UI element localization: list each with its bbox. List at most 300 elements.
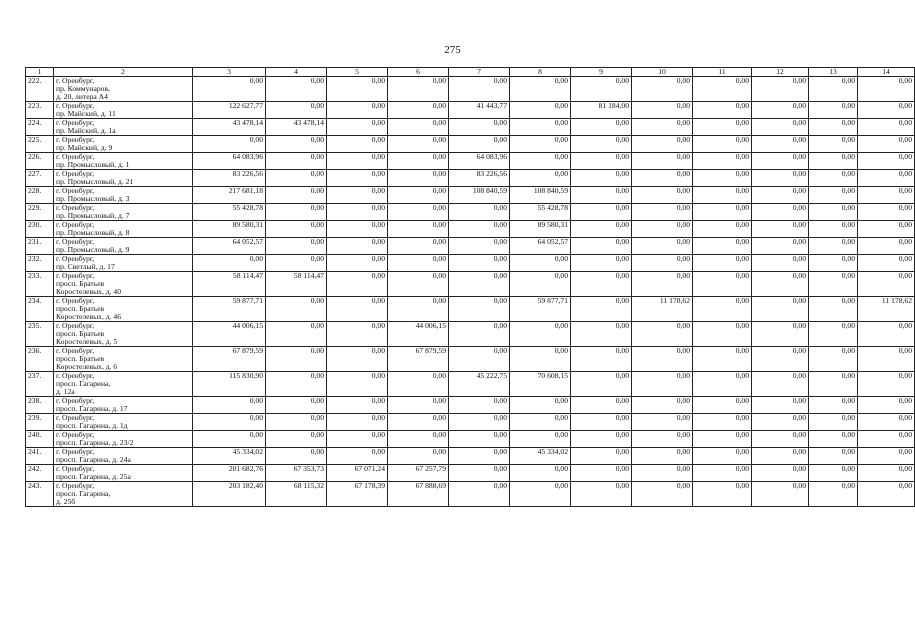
amount-cell: 0,00 <box>388 204 449 221</box>
column-number-cell: 10 <box>632 68 693 77</box>
amount-cell: 0,00 <box>266 170 327 187</box>
amount-cell: 0,00 <box>693 431 752 448</box>
amount-cell: 0,00 <box>571 482 632 507</box>
amount-cell: 0,00 <box>809 347 858 372</box>
amount-cell: 0,00 <box>809 322 858 347</box>
amount-cell: 0,00 <box>449 448 510 465</box>
amount-cell: 0,00 <box>632 465 693 482</box>
amount-cell: 0,00 <box>449 136 510 153</box>
amount-cell: 0,00 <box>632 414 693 431</box>
amount-cell: 0,00 <box>632 372 693 397</box>
column-number-cell: 2 <box>54 68 193 77</box>
amount-cell: 0,00 <box>388 153 449 170</box>
row-number-cell: 222. <box>26 77 54 102</box>
amount-cell: 0,00 <box>327 204 388 221</box>
amount-cell: 0,00 <box>809 119 858 136</box>
amount-cell: 0,00 <box>752 119 809 136</box>
amount-cell: 58 114,47 <box>266 272 327 297</box>
amount-cell: 0,00 <box>809 431 858 448</box>
table-row <box>26 153 915 170</box>
amount-cell: 0,00 <box>809 414 858 431</box>
row-number-cell: 223. <box>26 102 54 119</box>
amount-cell: 0,00 <box>809 297 858 322</box>
amount-cell: 0,00 <box>571 187 632 204</box>
amount-cell: 0,00 <box>693 482 752 507</box>
table-row <box>26 136 915 153</box>
amount-cell: 64 083,96 <box>193 153 266 170</box>
amount-cell: 83 226,56 <box>449 170 510 187</box>
amount-cell: 0,00 <box>510 397 571 414</box>
address-cell: г. Оренбург, просп. Братьев Коростелевых, д. 5 <box>54 322 193 347</box>
amount-cell: 0,00 <box>266 448 327 465</box>
address-cell: г. Оренбург, просп. Гагарина, д. 23/2 <box>54 431 193 448</box>
amount-cell: 0,00 <box>266 77 327 102</box>
address-cell: г. Оренбург, просп. Братьев Коростелевых, д. 40 <box>54 272 193 297</box>
amount-cell: 0,00 <box>858 414 915 431</box>
column-number-cell: 1 <box>26 68 54 77</box>
row-number-cell: 241. <box>26 448 54 465</box>
amount-cell: 68 115,32 <box>266 482 327 507</box>
address-cell: г. Оренбург, пр. Майский, д. 9 <box>54 136 193 153</box>
amount-cell: 67 071,24 <box>327 465 388 482</box>
amount-cell: 11 178,62 <box>858 297 915 322</box>
amount-cell: 0,00 <box>571 153 632 170</box>
amount-cell: 0,00 <box>388 448 449 465</box>
amount-cell: 81 184,00 <box>571 102 632 119</box>
amount-cell: 0,00 <box>388 431 449 448</box>
amount-cell: 0,00 <box>327 272 388 297</box>
amount-cell: 55 428,78 <box>510 204 571 221</box>
table-row <box>26 238 915 255</box>
amount-cell: 0,00 <box>632 255 693 272</box>
amount-cell: 0,00 <box>858 322 915 347</box>
amount-cell: 0,00 <box>571 347 632 372</box>
table-row <box>26 431 915 448</box>
amount-cell: 0,00 <box>693 77 752 102</box>
amount-cell: 0,00 <box>632 77 693 102</box>
amount-cell: 45 222,75 <box>449 372 510 397</box>
amount-cell: 0,00 <box>571 119 632 136</box>
amount-cell: 0,00 <box>693 119 752 136</box>
amount-cell: 67 178,39 <box>327 482 388 507</box>
amount-cell: 0,00 <box>327 77 388 102</box>
column-number-cell: 5 <box>327 68 388 77</box>
amount-cell: 0,00 <box>388 136 449 153</box>
amount-cell: 11 178,62 <box>632 297 693 322</box>
amount-cell: 0,00 <box>632 136 693 153</box>
amount-cell: 0,00 <box>266 372 327 397</box>
amount-cell: 83 226,56 <box>193 170 266 187</box>
amount-cell: 0,00 <box>266 414 327 431</box>
address-cell: г. Оренбург, пр. Промысловый, д. 21 <box>54 170 193 187</box>
address-cell: г. Оренбург, просп. Гагарина, д. 25б <box>54 482 193 507</box>
amount-cell: 0,00 <box>327 255 388 272</box>
amount-cell: 0,00 <box>752 170 809 187</box>
table-row <box>26 482 915 507</box>
amount-cell: 0,00 <box>858 136 915 153</box>
amount-cell: 44 006,15 <box>193 322 266 347</box>
amount-cell: 0,00 <box>809 102 858 119</box>
amount-cell: 0,00 <box>858 482 915 507</box>
row-number-cell: 226. <box>26 153 54 170</box>
amount-cell: 0,00 <box>693 187 752 204</box>
table-row <box>26 272 915 297</box>
table-row <box>26 204 915 221</box>
column-number-cell: 12 <box>752 68 809 77</box>
amount-cell: 0,00 <box>693 221 752 238</box>
amount-cell: 0,00 <box>632 272 693 297</box>
address-cell: г. Оренбург, пр. Промысловый, д. 1 <box>54 153 193 170</box>
amount-cell: 0,00 <box>752 465 809 482</box>
amount-cell: 0,00 <box>752 272 809 297</box>
address-cell: г. Оренбург, пр. Промысловый, д. 9 <box>54 238 193 255</box>
amount-cell: 0,00 <box>632 482 693 507</box>
amount-cell: 0,00 <box>858 187 915 204</box>
amount-cell: 0,00 <box>266 322 327 347</box>
amount-cell: 0,00 <box>752 322 809 347</box>
amount-cell: 0,00 <box>388 272 449 297</box>
amount-cell: 0,00 <box>510 102 571 119</box>
amount-cell: 0,00 <box>632 153 693 170</box>
row-number-cell: 224. <box>26 119 54 136</box>
amount-cell: 0,00 <box>449 347 510 372</box>
address-cell: г. Оренбург, просп. Братьев Коростелевых, д. 46 <box>54 297 193 322</box>
row-number-cell: 230. <box>26 221 54 238</box>
amount-cell: 203 182,40 <box>193 482 266 507</box>
amount-cell: 0,00 <box>510 153 571 170</box>
table-row <box>26 347 915 372</box>
row-number-cell: 235. <box>26 322 54 347</box>
amount-cell: 0,00 <box>449 272 510 297</box>
amount-cell: 0,00 <box>327 238 388 255</box>
amount-cell: 0,00 <box>693 255 752 272</box>
amount-cell: 0,00 <box>510 482 571 507</box>
amount-cell: 0,00 <box>571 170 632 187</box>
amount-cell: 0,00 <box>693 238 752 255</box>
amount-cell: 0,00 <box>388 221 449 238</box>
amount-cell: 0,00 <box>327 187 388 204</box>
amount-cell: 0,00 <box>809 448 858 465</box>
amount-cell: 0,00 <box>327 136 388 153</box>
amount-cell: 0,00 <box>510 322 571 347</box>
amount-cell: 0,00 <box>809 77 858 102</box>
amount-cell: 0,00 <box>858 465 915 482</box>
amount-cell: 0,00 <box>752 77 809 102</box>
amount-cell: 0,00 <box>449 482 510 507</box>
amount-cell: 0,00 <box>752 187 809 204</box>
table-row <box>26 372 915 397</box>
column-number-cell: 14 <box>858 68 915 77</box>
amount-cell: 0,00 <box>752 153 809 170</box>
amount-cell: 0,00 <box>858 102 915 119</box>
amount-cell: 108 840,59 <box>449 187 510 204</box>
amount-cell: 0,00 <box>571 255 632 272</box>
amount-cell: 0,00 <box>632 204 693 221</box>
address-cell: г. Оренбург, просп. Гагарина, д. 17 <box>54 397 193 414</box>
amount-cell: 0,00 <box>632 170 693 187</box>
amount-cell: 0,00 <box>193 414 266 431</box>
address-cell: г. Оренбург, пр. Майский, д. 11 <box>54 102 193 119</box>
row-number-cell: 243. <box>26 482 54 507</box>
amount-cell: 0,00 <box>193 136 266 153</box>
amount-cell: 0,00 <box>327 372 388 397</box>
amount-cell: 0,00 <box>693 414 752 431</box>
amount-cell: 0,00 <box>693 372 752 397</box>
address-cell: г. Оренбург, просп. Гагарина, д. 1д <box>54 414 193 431</box>
amount-cell: 0,00 <box>571 322 632 347</box>
amount-cell: 0,00 <box>632 431 693 448</box>
amount-cell: 0,00 <box>571 204 632 221</box>
amount-cell: 0,00 <box>571 297 632 322</box>
amount-cell: 0,00 <box>388 238 449 255</box>
table-row <box>26 170 915 187</box>
row-number-cell: 232. <box>26 255 54 272</box>
amount-cell: 0,00 <box>809 187 858 204</box>
amount-cell: 0,00 <box>752 347 809 372</box>
page-number: 275 <box>444 44 461 56</box>
address-cell: г. Оренбург, пр. Промысловый, д. 8 <box>54 221 193 238</box>
amount-cell: 0,00 <box>752 397 809 414</box>
table-row <box>26 221 915 238</box>
amount-cell: 0,00 <box>510 272 571 297</box>
row-number-cell: 238. <box>26 397 54 414</box>
amount-cell: 0,00 <box>858 77 915 102</box>
amount-cell: 0,00 <box>193 77 266 102</box>
amount-cell: 0,00 <box>571 238 632 255</box>
amount-cell: 0,00 <box>632 187 693 204</box>
amount-cell: 0,00 <box>571 372 632 397</box>
amount-cell: 0,00 <box>449 255 510 272</box>
amount-cell: 0,00 <box>266 153 327 170</box>
amount-cell: 0,00 <box>449 77 510 102</box>
amount-cell: 59 877,71 <box>193 297 266 322</box>
amount-cell: 64 052,57 <box>510 238 571 255</box>
amount-cell: 55 428,78 <box>193 204 266 221</box>
amount-cell: 0,00 <box>632 102 693 119</box>
amount-cell: 0,00 <box>693 397 752 414</box>
amount-cell: 43 478,14 <box>193 119 266 136</box>
amount-cell: 0,00 <box>510 414 571 431</box>
amount-cell: 0,00 <box>449 204 510 221</box>
amount-cell: 0,00 <box>809 136 858 153</box>
address-cell: г. Оренбург, просп. Гагарина, д. 24а <box>54 448 193 465</box>
amount-cell: 0,00 <box>266 297 327 322</box>
amount-cell: 64 083,96 <box>449 153 510 170</box>
amount-cell: 0,00 <box>752 238 809 255</box>
amount-cell: 0,00 <box>266 187 327 204</box>
address-cell: г. Оренбург, пр. Светлый, д. 17 <box>54 255 193 272</box>
row-number-cell: 231. <box>26 238 54 255</box>
amount-cell: 59 877,71 <box>510 297 571 322</box>
amount-cell: 0,00 <box>693 204 752 221</box>
amount-cell: 0,00 <box>510 119 571 136</box>
amount-cell: 0,00 <box>571 431 632 448</box>
amount-cell: 0,00 <box>693 448 752 465</box>
amount-cell: 0,00 <box>388 170 449 187</box>
row-number-cell: 234. <box>26 297 54 322</box>
amount-cell: 0,00 <box>632 221 693 238</box>
amount-cell: 0,00 <box>266 431 327 448</box>
amount-cell: 0,00 <box>858 238 915 255</box>
amount-cell: 67 879,59 <box>193 347 266 372</box>
amount-cell: 0,00 <box>693 170 752 187</box>
amount-cell: 0,00 <box>510 77 571 102</box>
amount-cell: 0,00 <box>632 322 693 347</box>
amount-cell: 0,00 <box>388 414 449 431</box>
table-row <box>26 187 915 204</box>
amount-cell: 0,00 <box>388 397 449 414</box>
table-row <box>26 297 915 322</box>
amount-cell: 67 879,59 <box>388 347 449 372</box>
amount-cell: 0,00 <box>632 397 693 414</box>
amount-cell: 0,00 <box>809 482 858 507</box>
amount-cell: 0,00 <box>752 136 809 153</box>
amount-cell: 217 681,18 <box>193 187 266 204</box>
amount-cell: 41 443,77 <box>449 102 510 119</box>
row-number-cell: 240. <box>26 431 54 448</box>
amount-cell: 0,00 <box>858 372 915 397</box>
amount-cell: 0,00 <box>510 136 571 153</box>
amount-cell: 0,00 <box>571 448 632 465</box>
amount-cell: 0,00 <box>571 221 632 238</box>
amount-cell: 0,00 <box>858 272 915 297</box>
amount-cell: 0,00 <box>193 397 266 414</box>
amount-cell: 0,00 <box>752 372 809 397</box>
amount-cell: 0,00 <box>327 397 388 414</box>
amount-cell: 0,00 <box>327 414 388 431</box>
column-number-cell: 13 <box>809 68 858 77</box>
table-row <box>26 465 915 482</box>
amount-cell: 0,00 <box>809 255 858 272</box>
row-number-cell: 242. <box>26 465 54 482</box>
amount-cell: 0,00 <box>193 255 266 272</box>
amount-cell: 0,00 <box>327 102 388 119</box>
amount-cell: 0,00 <box>693 347 752 372</box>
amount-cell: 0,00 <box>327 297 388 322</box>
amount-cell: 0,00 <box>327 119 388 136</box>
amount-cell: 0,00 <box>327 448 388 465</box>
row-number-cell: 236. <box>26 347 54 372</box>
amount-cell: 0,00 <box>266 397 327 414</box>
amount-cell: 0,00 <box>571 397 632 414</box>
amount-cell: 0,00 <box>858 119 915 136</box>
amount-cell: 0,00 <box>449 221 510 238</box>
row-number-cell: 225. <box>26 136 54 153</box>
amount-cell: 0,00 <box>388 372 449 397</box>
amount-cell: 89 580,31 <box>193 221 266 238</box>
amount-cell: 0,00 <box>266 347 327 372</box>
amount-cell: 67 888,69 <box>388 482 449 507</box>
amount-cell: 201 682,76 <box>193 465 266 482</box>
amount-cell: 0,00 <box>752 204 809 221</box>
amount-cell: 0,00 <box>752 448 809 465</box>
row-number-cell: 233. <box>26 272 54 297</box>
column-number-row <box>26 68 915 77</box>
amount-cell: 122 627,77 <box>193 102 266 119</box>
amount-cell: 115 830,90 <box>193 372 266 397</box>
column-number-cell: 11 <box>693 68 752 77</box>
amount-cell: 0,00 <box>449 397 510 414</box>
amount-cell: 0,00 <box>752 221 809 238</box>
amount-cell: 0,00 <box>693 322 752 347</box>
amount-cell: 0,00 <box>809 465 858 482</box>
amount-cell: 0,00 <box>266 102 327 119</box>
amount-cell: 0,00 <box>327 221 388 238</box>
amount-cell: 0,00 <box>632 119 693 136</box>
amount-cell: 0,00 <box>809 372 858 397</box>
address-cell: г. Оренбург, просп. Гагарина, д. 12а <box>54 372 193 397</box>
amount-cell: 0,00 <box>327 170 388 187</box>
amount-cell: 0,00 <box>752 102 809 119</box>
amount-cell: 0,00 <box>388 77 449 102</box>
amount-cell: 0,00 <box>449 119 510 136</box>
table-row <box>26 414 915 431</box>
amount-cell: 0,00 <box>571 465 632 482</box>
amount-cell: 0,00 <box>858 153 915 170</box>
row-number-cell: 237. <box>26 372 54 397</box>
column-number-cell: 4 <box>266 68 327 77</box>
amount-cell: 0,00 <box>266 136 327 153</box>
table-row <box>26 77 915 102</box>
amount-cell: 0,00 <box>327 347 388 372</box>
amount-cell: 0,00 <box>632 448 693 465</box>
amount-cell: 0,00 <box>809 170 858 187</box>
column-number-cell: 7 <box>449 68 510 77</box>
amount-cell: 0,00 <box>571 77 632 102</box>
amount-cell: 0,00 <box>327 322 388 347</box>
amount-cell: 0,00 <box>327 153 388 170</box>
amount-cell: 64 052,57 <box>193 238 266 255</box>
address-cell: г. Оренбург, просп. Братьев Коростелевых, д. 6 <box>54 347 193 372</box>
amount-cell: 0,00 <box>693 102 752 119</box>
column-number-cell: 3 <box>193 68 266 77</box>
amount-cell: 0,00 <box>571 136 632 153</box>
address-cell: г. Оренбург, просп. Гагарина, д. 25а <box>54 465 193 482</box>
amount-cell: 0,00 <box>809 204 858 221</box>
amount-cell: 67 353,73 <box>266 465 327 482</box>
table-row <box>26 448 915 465</box>
amount-cell: 44 006,15 <box>388 322 449 347</box>
amount-cell: 0,00 <box>858 221 915 238</box>
row-number-cell: 229. <box>26 204 54 221</box>
amount-cell: 0,00 <box>752 431 809 448</box>
amount-cell: 0,00 <box>809 238 858 255</box>
amount-cell: 0,00 <box>632 347 693 372</box>
row-number-cell: 228. <box>26 187 54 204</box>
amount-cell: 0,00 <box>388 119 449 136</box>
amount-cell: 0,00 <box>693 297 752 322</box>
amount-cell: 0,00 <box>632 238 693 255</box>
amount-cell: 0,00 <box>388 297 449 322</box>
amount-cell: 0,00 <box>449 322 510 347</box>
amount-cell: 0,00 <box>388 102 449 119</box>
amount-cell: 0,00 <box>809 272 858 297</box>
amount-cell: 0,00 <box>693 136 752 153</box>
amount-cell: 89 580,31 <box>510 221 571 238</box>
amount-cell: 0,00 <box>858 347 915 372</box>
amount-cell: 0,00 <box>449 297 510 322</box>
amount-cell: 0,00 <box>266 238 327 255</box>
amount-cell: 0,00 <box>858 170 915 187</box>
amount-cell: 0,00 <box>510 465 571 482</box>
table-row <box>26 102 915 119</box>
amount-cell: 0,00 <box>752 482 809 507</box>
amount-cell: 0,00 <box>327 431 388 448</box>
amount-cell: 0,00 <box>266 255 327 272</box>
amount-cell: 45 334,02 <box>193 448 266 465</box>
amount-cell: 108 840,59 <box>510 187 571 204</box>
amount-cell: 0,00 <box>266 204 327 221</box>
